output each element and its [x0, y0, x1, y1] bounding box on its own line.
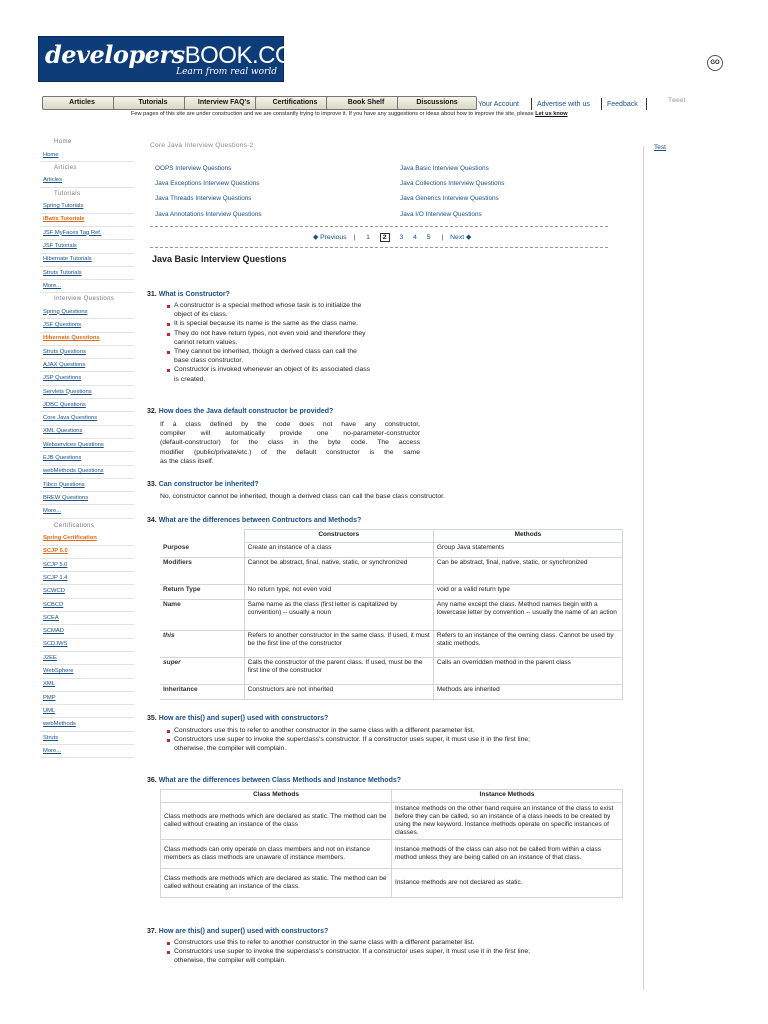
row-header: super — [160, 658, 244, 685]
question-37: 37. How are this() and super() used with constructors? — [147, 928, 329, 935]
sidebar-link-webmethods-questions[interactable]: webMethods Questions — [43, 468, 104, 475]
sidebar-link-scea[interactable]: SCEA — [43, 614, 59, 621]
table-row — [161, 840, 623, 869]
sidebar-link-uml[interactable]: UML — [43, 707, 56, 714]
answer-line: as the class itself. — [160, 457, 214, 465]
column-header: Instance Methods — [392, 790, 623, 803]
bullet-line: They cannot be inherited, though a derived class can call the — [174, 348, 357, 355]
sidebar-link-j2ee[interactable]: J2EE — [43, 654, 57, 661]
bullet-line: object of its class. — [174, 311, 228, 319]
category-link-java-threads-interview-questions[interactable]: Java Threads Interview Questions — [155, 195, 252, 203]
category-link-java-exceptions-interview-questions[interactable]: Java Exceptions Interview Questions — [155, 180, 260, 188]
sidebar-link-spring-tutorials[interactable]: Spring Tutorials — [43, 203, 84, 210]
logo-tagline: Learn from real world — [176, 67, 277, 77]
pager-page-2-current: 2 — [380, 233, 390, 242]
sidebar-link-ejb-questions[interactable]: EJB Questions — [43, 455, 82, 461]
column-header: Methods — [433, 530, 622, 543]
divider — [40, 558, 134, 559]
divider — [601, 98, 602, 110]
divider — [40, 465, 134, 466]
question-34: 34. What are the differences between Contructors and Methods? — [147, 517, 362, 524]
sidebar-link-articles[interactable]: Articles — [43, 177, 63, 184]
divider — [150, 226, 608, 227]
divider — [40, 611, 134, 612]
divider — [40, 187, 134, 188]
divider — [40, 624, 134, 625]
divider — [40, 638, 134, 639]
divider — [40, 318, 134, 319]
divider — [40, 451, 134, 452]
right-divider — [643, 146, 644, 990]
category-link-java-annotations-interview-questions[interactable]: Java Annotations Interview Questions — [155, 210, 262, 218]
bullet-line: otherwise, the compiler will complain. — [174, 956, 287, 964]
question-32: 32. How does the Java default constructor be provided? — [147, 408, 334, 415]
table-corner — [160, 530, 244, 543]
sidebar-link-struts-tutorials[interactable]: Struts Tutorials — [43, 269, 82, 276]
your-account-link[interactable]: Your Account — [478, 101, 519, 108]
column-header: Class Methods — [161, 790, 392, 803]
sidebar-link-scmad[interactable]: SCMAD — [43, 628, 64, 635]
sidebar-link-hibernate-questions[interactable]: Hibernate Questions — [43, 335, 100, 342]
sidebar-heading: Articles — [54, 164, 77, 171]
table-cell: Class methods can only operate on class members and not on instance members as class methods are unaware of instance members. — [161, 840, 392, 869]
divider — [40, 213, 134, 214]
divider — [531, 98, 532, 110]
sidebar-link-scjp-6-0[interactable]: SCJP 6.0 — [43, 548, 68, 555]
sidebar-link-servlets-questions[interactable]: Servlets Questions — [43, 388, 92, 395]
sidebar-link-more[interactable]: More... — [43, 747, 62, 754]
row-header: Name — [160, 600, 244, 631]
bullet-line: otherwise, the compiler will complain. — [174, 744, 287, 752]
nav-certifications[interactable]: Certifications — [255, 96, 335, 110]
pager-page-3[interactable]: 3 — [399, 234, 404, 241]
bullet-line: Constructors use this to refer to another constructor in the same class with a different parameter list. — [174, 727, 475, 734]
site-logo[interactable] — [38, 36, 313, 82]
divider — [40, 518, 134, 519]
divider — [40, 161, 134, 162]
tweet-button[interactable]: Tweet — [668, 97, 686, 104]
divider — [40, 332, 134, 333]
column-header: Constructors — [244, 530, 433, 543]
sidebar-link-brew-questions[interactable]: BREW Questions — [43, 494, 89, 501]
sidebar-link-jsf-myfaces-tag-ref[interactable]: JSF MyFaces Tag Ref. — [43, 229, 102, 236]
divider — [40, 545, 134, 546]
table-cell: Instance methods on the other hand require an instance of the class to exist before they can be called, so an instance of a class needs to be created by using the new keyword. Instance methods operate on specific instances of classes. — [392, 803, 623, 840]
table-row — [160, 558, 623, 585]
sidebar-link-more[interactable]: More... — [43, 508, 62, 515]
table-row — [160, 585, 623, 600]
divider — [40, 717, 134, 718]
sidebar-link-xml-questions[interactable]: XML Questions — [43, 428, 83, 435]
question-35: 35. How are this() and super() used with constructors? — [147, 715, 329, 722]
sidebar-link-more[interactable]: More... — [43, 282, 62, 289]
divider — [40, 757, 134, 758]
site-notice: Few pages of this site are under construction and we are constantly trying to improve it. If you have any suggestions or ideas about how to improve the site, please Let us know — [131, 111, 568, 117]
row-header: this — [160, 631, 244, 658]
pagination: ◆ Previous | 1 2 3 4 5 | Next ◆ — [313, 234, 472, 241]
category-link-java-generics-interview-questions[interactable]: Java Generics Interview Questions — [400, 195, 499, 203]
table-cell: Class methods are methods which are declared as static. The method can be called without creating an instance of the class — [161, 803, 392, 840]
sidebar-link-jsf-tutorials[interactable]: JSF Tutorials — [43, 243, 77, 249]
divider — [40, 279, 134, 280]
pager-page-4[interactable]: 4 — [413, 234, 417, 241]
sidebar-link-core-java-questions[interactable]: Core Java Questions — [43, 415, 98, 422]
bullet-line: It is special because its name is the same as the class name. — [174, 320, 358, 328]
sidebar-link-webmethods[interactable]: webMethods — [43, 721, 76, 728]
divider — [40, 411, 134, 412]
sidebar-heading: Home — [54, 139, 72, 145]
divider — [40, 438, 134, 439]
table-cell: Instance methods of the class can also not be called from within a class method unless they are being called on an instance of that class. — [392, 840, 623, 869]
bullet-line: Constructors use this to refer to another constructor in the same class with a different parameter list. — [174, 939, 475, 946]
table-row — [160, 600, 623, 631]
table-row — [160, 543, 623, 558]
pager-previous[interactable]: ◆ Previous — [313, 234, 347, 241]
nav-discussions[interactable]: Discussions — [397, 96, 477, 110]
divider — [40, 571, 134, 572]
bullet-line: Constructors use super to invoke the superclass's constructor. If a constructor uses super, it must use it in the first line; — [174, 947, 531, 955]
divider — [40, 345, 134, 346]
question-36: 36. What are the differences between Class Methods and Instance Methods? — [147, 777, 402, 784]
table-row — [160, 658, 623, 685]
category-link-java-collections-interview-questions[interactable]: Java Collections Interview Questions — [400, 180, 505, 188]
divider — [40, 385, 134, 386]
row-header: Return Type — [160, 585, 244, 600]
divider — [40, 651, 134, 652]
table-cell: Group Java statements — [433, 543, 622, 558]
sidebar-link-struts-questions[interactable]: Struts Questions — [43, 348, 86, 355]
logo-text: developersBOOK.COM — [45, 40, 313, 69]
sidebar-link-home[interactable]: Home — [43, 151, 59, 158]
divider — [40, 358, 134, 359]
divider — [150, 247, 608, 248]
divider — [40, 744, 134, 745]
divider — [40, 678, 134, 679]
table-row — [161, 803, 623, 840]
divider — [40, 704, 134, 705]
table-row — [160, 631, 623, 658]
feedback-link[interactable]: Feedback — [607, 101, 638, 108]
divider — [40, 664, 134, 665]
question-33: 33. Can constructor be inherited? — [147, 481, 259, 488]
answer-line: (default-constructor) for the class in the byte code. The access — [160, 439, 420, 447]
constructors-vs-methods-table — [160, 529, 623, 700]
sidebar-link-pmp[interactable]: PMP — [43, 694, 56, 701]
answer-line: modifier (public/private/etc.) of the default constructor is the same — [160, 448, 420, 456]
section-title: Core Java Interview Questions-2 — [150, 142, 254, 149]
test-link[interactable]: Test — [654, 144, 666, 151]
bullet-line: They do not have return types, not even void and therefore they — [174, 329, 366, 337]
table-cell: Can be abstract, final, native, static, or synchronized — [433, 558, 622, 585]
bullet-line: base class constructor. — [174, 357, 244, 365]
category-link-java-i-o-interview-questions[interactable]: Java I/O Interview Questions — [400, 210, 482, 218]
table-row — [161, 869, 623, 898]
q33-answer: No, constructor cannot be inherited, though a derived class can call the base class constructor. — [160, 493, 445, 500]
pager-next[interactable]: Next ◆ — [450, 234, 472, 241]
divider — [40, 226, 134, 227]
sidebar-heading: Certifications — [54, 522, 95, 529]
sidebar-link-spring-questions[interactable]: Spring Questions — [43, 308, 88, 315]
table-cell: Refers to another constructor in the same class. If used, it must be the first line of the constructor — [244, 631, 433, 658]
divider — [40, 292, 134, 293]
sidebar-link-jsp-questions[interactable]: JSP Questions — [43, 375, 82, 382]
sidebar-link-struts[interactable]: Struts — [43, 734, 59, 741]
row-header: Modifiers — [160, 558, 244, 585]
sidebar-link-scjp-5-0[interactable]: SCJP 5.0 — [43, 561, 68, 568]
table-cell: Same name as the class (first letter is capitalized by convention) -- usually a noun — [244, 600, 433, 631]
divider — [40, 478, 134, 479]
sidebar-link-scwcd[interactable]: SCWCD — [43, 588, 65, 595]
table-cell: Any name except the class. Method names begin with a lowercase letter by convention -- usually the name of an action — [433, 600, 622, 631]
sidebar-link-jdbc-questions[interactable]: JDBC Questions — [43, 401, 86, 408]
sidebar-link-ajax-questions[interactable]: AJAX Questions — [43, 361, 86, 368]
bullet-line: cannot return values. — [174, 338, 238, 346]
advertise-link[interactable]: Advertise with us — [537, 101, 590, 108]
sidebar-link-ibatis-tutorials[interactable]: iBatis Tutorials — [43, 216, 85, 223]
divider — [40, 598, 134, 599]
divider — [40, 425, 134, 426]
sidebar-heading: Tutorials — [54, 190, 81, 197]
table-cell: Calls the constructor of the parent class. If used, must be the first line of the constructor — [244, 658, 433, 685]
category-link-java-basic-interview-questions[interactable]: Java Basic Interview Questions — [400, 165, 489, 172]
nav-interview-faqs[interactable]: Interview FAQ's — [184, 96, 264, 110]
sidebar-link-scjp-1-4[interactable]: SCJP 1.4 — [43, 574, 68, 581]
bullet-line: is created. — [174, 375, 206, 383]
go-button[interactable]: GO — [707, 55, 723, 71]
sidebar-link-hibernate-tutorials[interactable]: Hibernate Tutorials — [43, 256, 92, 263]
answer-line: compiler will automatically provide one no-parameter-constructor — [160, 430, 420, 438]
bullet-line: Constructors use super to invoke the superclass's constructor. If a constructor uses super, it must use it in the first line; — [174, 735, 531, 743]
sidebar-link-jsf-questions[interactable]: JSF Questions — [43, 322, 82, 328]
table-cell: Class methods are methods which are declared as static. The method can be called without creating an instance of the class. — [161, 869, 392, 898]
divider — [40, 266, 134, 267]
sidebar-link-websphere[interactable]: WebSphere — [43, 668, 74, 674]
table-cell: Calls an overridden method in the parent class — [433, 658, 622, 685]
class-vs-instance-methods-table — [160, 789, 623, 898]
sidebar-heading: Interview Questions — [54, 296, 115, 303]
bullet-line: A constructor is a special method whose task is to initialize the — [174, 302, 362, 309]
table-cell: void or a valid return type — [433, 585, 622, 600]
divider — [40, 691, 134, 692]
nav-book-shelf[interactable]: Book Shelf — [326, 96, 406, 110]
sidebar-link-spring-certification[interactable]: Spring Certification — [43, 535, 97, 541]
answer-line: If a class defined by the code does not have any constructor, — [160, 421, 420, 428]
divider — [40, 371, 134, 372]
divider — [40, 504, 134, 505]
question-31: 31. What is Constructor? — [147, 291, 230, 298]
table-cell: No return type, not even void — [244, 585, 433, 600]
sidebar-link-scbcd[interactable]: SCBCD — [43, 601, 64, 608]
table-cell: Create an instance of a class — [244, 543, 433, 558]
pager-page-5[interactable]: 5 — [426, 234, 431, 241]
divider — [40, 239, 134, 240]
row-header: Inheritance — [160, 685, 244, 700]
pager-page-1[interactable]: 1 — [366, 234, 370, 241]
divider — [40, 398, 134, 399]
nav-tutorials[interactable]: Tutorials — [113, 96, 193, 110]
divider — [40, 253, 134, 254]
sidebar-link-webservices-questions[interactable]: Webservices Questions — [43, 441, 104, 448]
divider — [40, 731, 134, 732]
divider — [40, 584, 134, 585]
table-cell: Refers to an instance of the owning class. Cannot be used by static methods. — [433, 631, 622, 658]
row-header: Purpose — [160, 543, 244, 558]
sidebar-link-xml[interactable]: XML — [43, 681, 55, 688]
table-row — [160, 685, 623, 700]
table-cell: Instance methods are not declared as static. — [392, 869, 623, 898]
table-cell: Constructors are not inherited — [244, 685, 433, 700]
sidebar-link-scdjws[interactable]: SCDJWS — [43, 641, 68, 648]
divider — [40, 491, 134, 492]
nav-articles[interactable]: Articles — [42, 96, 122, 110]
table-cell: Methods are inherited — [433, 685, 622, 700]
divider — [646, 98, 647, 110]
let-us-know-link[interactable]: Let us know — [535, 111, 568, 117]
table-cell: Cannot be abstract, final, native, static, or synchronized — [244, 558, 433, 585]
page-title: Java Basic Interview Questions — [152, 254, 287, 264]
category-link-oops-interview-questions[interactable]: OOPS Interview Questions — [155, 165, 232, 172]
sidebar-link-tibco-questions[interactable]: Tibco Questions — [43, 481, 85, 488]
bullet-line: Constructor is invoked whenever an object of its associated class — [174, 366, 371, 374]
